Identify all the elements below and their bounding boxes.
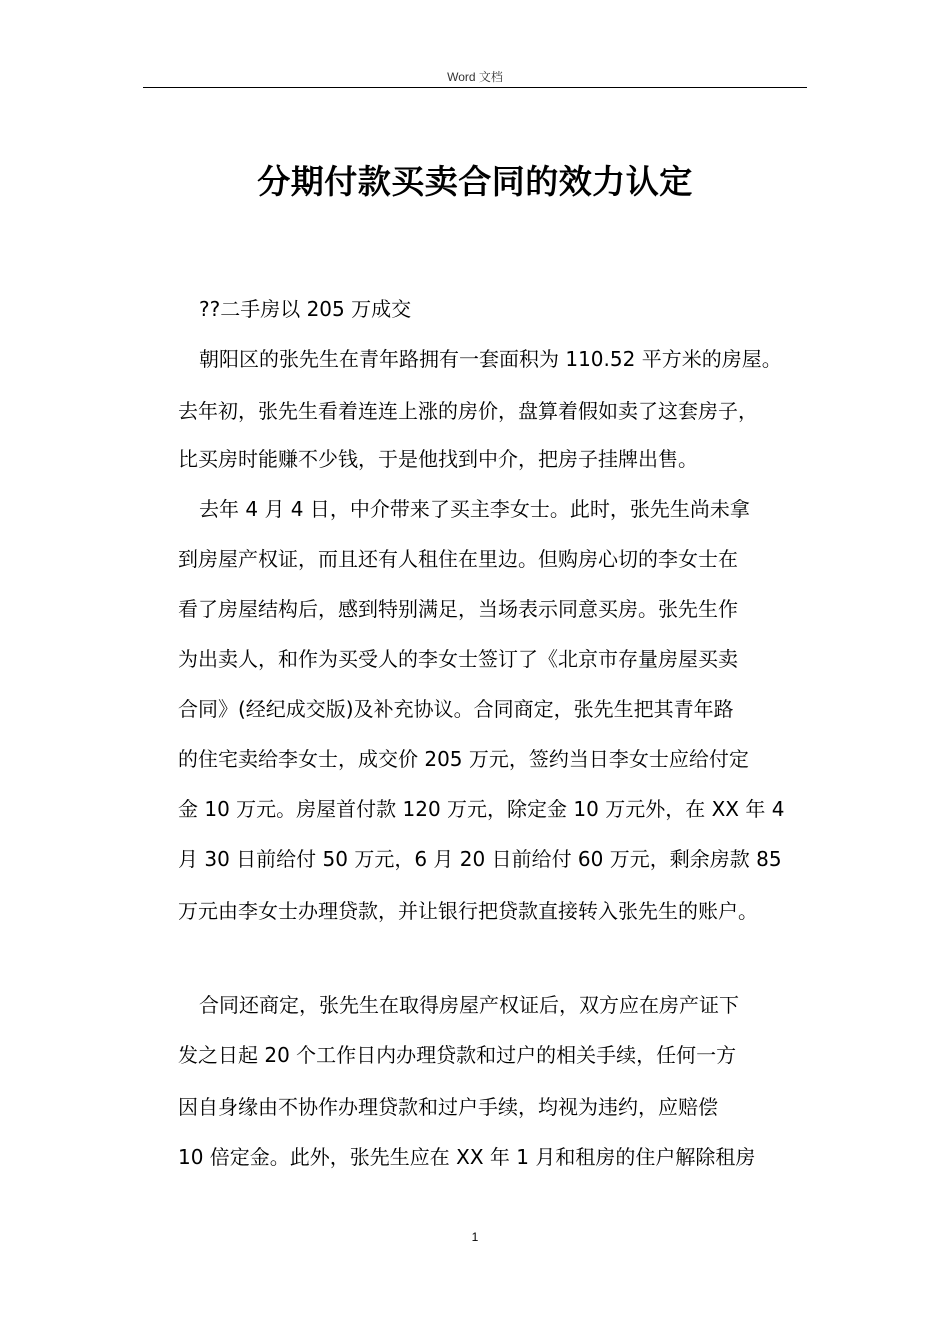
paragraph-line: 去年 4 月 4 日，中介带来了买主李女士。此时，张先生尚未拿 [199, 497, 750, 521]
page-header-label: Word 文档 [447, 70, 503, 84]
paragraph-line: 合同还商定，张先生在取得房屋产权证后，双方应在房产证下 [199, 993, 739, 1017]
paragraph-line: 因自身缘由不协作办理贷款和过户手续，均视为违约，应赔偿 [178, 1095, 718, 1119]
paragraph-line: ??二手房以 205 万成交 [199, 297, 412, 321]
paragraph-line: 发之日起 20 个工作日内办理贷款和过户的相关手续，任何一方 [178, 1043, 737, 1067]
paragraph-line: 比买房时能赚不少钱，于是他找到中介，把房子挂牌出售。 [178, 447, 698, 471]
paragraph-line: 月 30 日前给付 50 万元，6 月 20 日前给付 60 万元，剩余房款 85 [178, 847, 782, 871]
paragraph-line: 朝阳区的张先生在青年路拥有一套面积为 110.52 平方米的房屋。 [199, 347, 782, 371]
paragraph-line: 去年初，张先生看着连连上涨的房价，盘算着假如卖了这套房子， [178, 399, 758, 423]
paragraph-line: 10 倍定金。此外，张先生应在 XX 年 1 月和租房的住户解除租房 [178, 1145, 756, 1169]
paragraph-line: 为出卖人，和作为买受人的李女士签订了《北京市存量房屋买卖 [178, 647, 738, 671]
paragraph-line: 合同》(经纪成交版)及补充协议。合同商定，张先生把其青年路 [178, 697, 734, 721]
page-number: 1 [471, 1230, 479, 1244]
paragraph-line: 金 10 万元。房屋首付款 120 万元，除定金 10 万元外，在 XX 年 4 [178, 797, 785, 821]
header-divider [143, 87, 807, 88]
paragraph-line: 到房屋产权证，而且还有人租住在里边。但购房心切的李女士在 [178, 547, 738, 571]
paragraph-line: 的住宅卖给李女士，成交价 205 万元，签约当日李女士应给付定 [178, 747, 749, 771]
paragraph-line: 看了房屋结构后，感到特别满足，当场表示同意买房。张先生作 [178, 597, 738, 621]
document-title: 分期付款买卖合同的效力认定 [257, 162, 693, 201]
paragraph-line: 万元由李女士办理贷款，并让银行把贷款直接转入张先生的账户。 [178, 899, 758, 923]
